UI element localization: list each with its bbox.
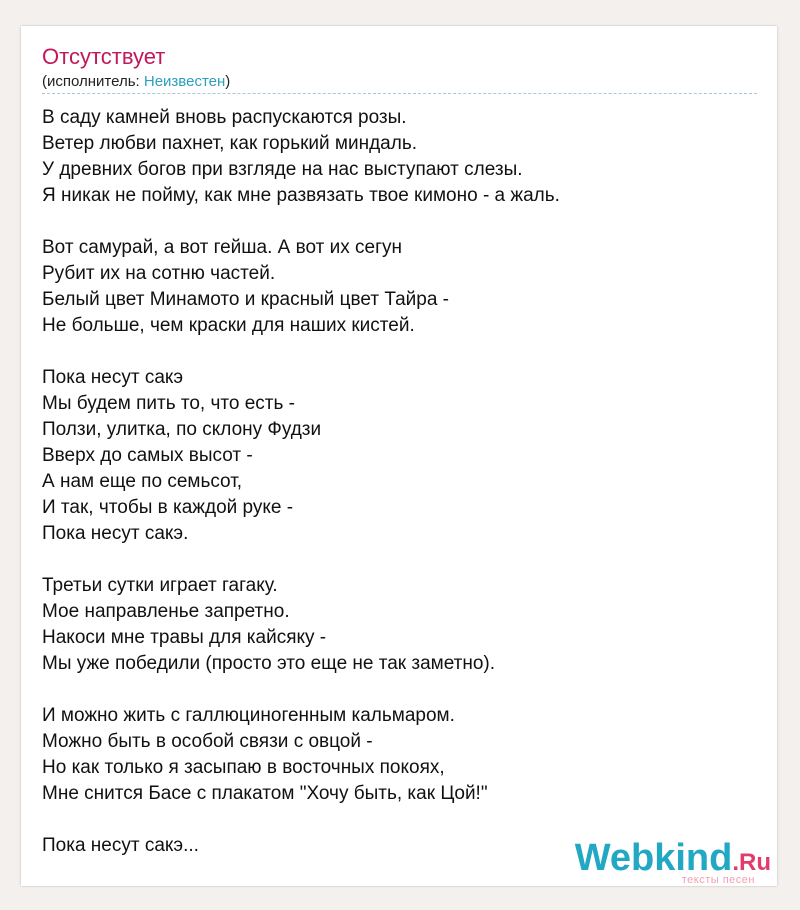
artist-suffix: ) bbox=[225, 73, 231, 90]
site-logo[interactable] bbox=[571, 838, 771, 886]
lyrics-text: В саду камней вновь распускаются розы. Ветер любви пахнет, как горький миндаль. У древних богов при взгляде на нас выступают слезы. Я никак не пойму, как мне развязать твое кимоно - а жаль. Вот самурай, а вот гейша. А вот их сегун Рубит их на сотню частей. Белый цвет Минамото и красный цвет Тайра - Не больше, чем краски для наших кистей. Пока несут сакэ Мы будем пить то, что есть - Ползи, улитка, по склону Фудзи Вверх до самых высот - А нам еще по семьсот, И так, чтобы в каждой руке - Пока несут сакэ. Третьи сутки играет гагаку. Мое направленье запретно. Накоси мне травы для кайсяку - Мы уже победили (просто это еще не так заметно). И можно жить с галлюциногенным кальмаром. Можно быть в особой связи с овцой - Но как только я засыпаю в восточных покоях, Мне снится Басе с плакатом "Хочу быть, как Цой!" Пока несут сакэ... bbox=[42, 107, 560, 856]
artist-line bbox=[42, 73, 230, 90]
dashed-divider bbox=[42, 93, 757, 94]
logo-main-text: Webkind bbox=[574, 837, 733, 879]
artist-link[interactable]: Неизвестен bbox=[143, 73, 226, 90]
logo-tagline: тексты песен bbox=[681, 874, 755, 886]
logo-domain: .Ru bbox=[732, 849, 771, 876]
song-title: Отсутствует bbox=[42, 44, 166, 69]
lyrics-card bbox=[21, 26, 777, 886]
artist-prefix: (исполнитель: bbox=[42, 73, 144, 90]
